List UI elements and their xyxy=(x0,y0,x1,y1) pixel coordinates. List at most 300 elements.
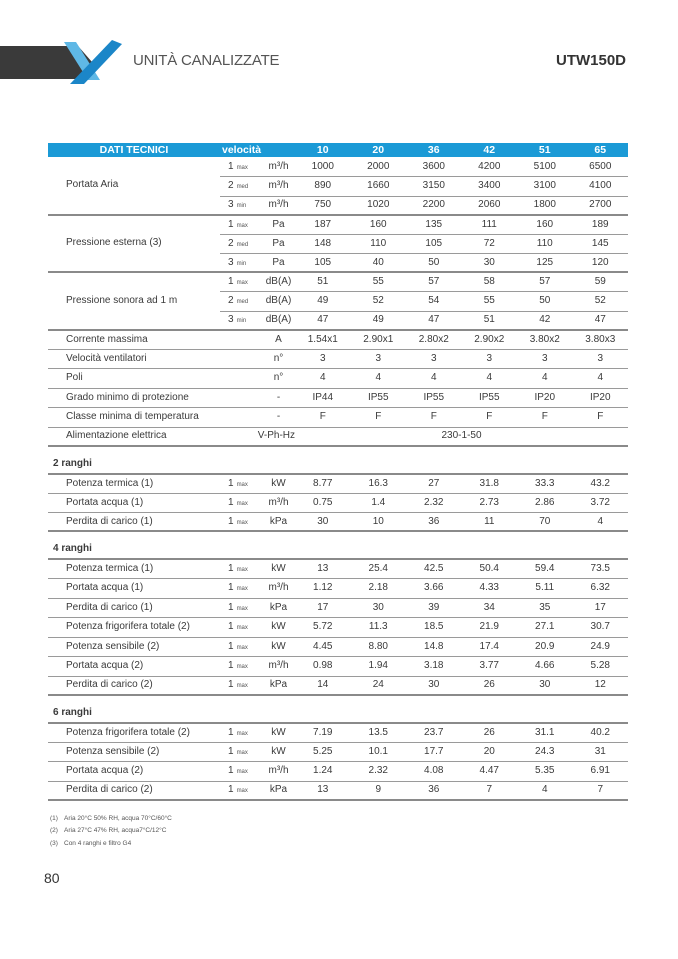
table-row xyxy=(48,513,628,532)
value-cell: 5.72 xyxy=(295,618,351,638)
row-label: Potenza sensibile (2) xyxy=(48,637,220,657)
value-cell: 4200 xyxy=(462,157,518,177)
speed-level: max xyxy=(236,164,248,171)
unit-cell: Pa xyxy=(262,215,295,235)
unit-cell: kW xyxy=(262,723,295,743)
value-cell: 27.1 xyxy=(517,618,573,638)
value-cell: 51 xyxy=(462,311,518,330)
speed-level: max xyxy=(236,280,248,286)
unit-cell: kW xyxy=(262,618,295,638)
value-cell: 17 xyxy=(573,598,629,618)
table-row xyxy=(48,157,628,177)
value-cell: 750 xyxy=(295,196,351,215)
speed-cell: 1 max xyxy=(220,762,262,782)
value-cell: 7 xyxy=(462,781,518,800)
speed-level: max xyxy=(236,730,248,737)
header-model: 65 xyxy=(573,143,629,157)
speed-cell: 2 med xyxy=(220,292,262,312)
row-label: Potenza termica (1) xyxy=(48,474,220,494)
value-cell: 7 xyxy=(573,781,629,800)
unit-cell: dB(A) xyxy=(262,272,295,292)
value-cell: 230-1-50 xyxy=(295,427,628,446)
value-cell: 9 xyxy=(351,781,407,800)
value-cell: F xyxy=(573,408,629,428)
table-row xyxy=(48,559,628,579)
unit-cell: dB(A) xyxy=(262,292,295,312)
row-label: Pressione esterna (3) xyxy=(48,215,220,273)
value-cell: 3 xyxy=(517,349,573,369)
value-cell: 21.9 xyxy=(462,618,518,638)
value-cell: 4 xyxy=(573,513,629,532)
speed-cell xyxy=(220,408,262,428)
speed-level: max xyxy=(236,500,248,507)
value-cell: 2060 xyxy=(462,196,518,215)
speed-cell: 2 med xyxy=(220,234,262,254)
footnote-number: (3) xyxy=(50,839,58,847)
value-cell: 110 xyxy=(517,234,573,254)
value-cell: 49 xyxy=(351,311,407,330)
value-cell: 110 xyxy=(351,234,407,254)
row-label: Potenza sensibile (2) xyxy=(48,742,220,762)
speed-cell: 1 max xyxy=(220,157,262,177)
value-cell: IP55 xyxy=(462,388,518,408)
value-cell: 36 xyxy=(406,781,462,800)
value-cell: 59 xyxy=(573,272,629,292)
value-cell: 50 xyxy=(406,254,462,273)
value-cell: 3.80x3 xyxy=(573,330,629,350)
unit-cell: m³/h xyxy=(262,157,295,177)
table-row xyxy=(48,723,628,743)
value-cell: 13 xyxy=(295,559,351,579)
header-model: 10 xyxy=(295,143,351,157)
speed-level: max xyxy=(236,586,248,593)
value-cell: 0.98 xyxy=(295,657,351,677)
value-cell: 57 xyxy=(517,272,573,292)
table-row xyxy=(48,369,628,389)
value-cell: 6.91 xyxy=(573,762,629,782)
value-cell: 2.73 xyxy=(462,493,518,513)
value-cell: IP20 xyxy=(517,388,573,408)
value-cell: 2000 xyxy=(351,157,407,177)
speed-cell xyxy=(220,330,262,350)
value-cell: IP20 xyxy=(573,388,629,408)
value-cell: 50 xyxy=(517,292,573,312)
footnote xyxy=(50,825,628,838)
value-cell: 52 xyxy=(573,292,629,312)
value-cell: 43.2 xyxy=(573,474,629,494)
row-label: Portata acqua (1) xyxy=(48,579,220,599)
value-cell: 1020 xyxy=(351,196,407,215)
table-row xyxy=(48,742,628,762)
row-label: Portata acqua (2) xyxy=(48,762,220,782)
footnote-text: Con 4 ranghi e filtro G4 xyxy=(64,839,132,847)
table-row xyxy=(48,349,628,369)
value-cell: 2.18 xyxy=(351,579,407,599)
value-cell: 39 xyxy=(406,598,462,618)
row-label: Potenza frigorifera totale (2) xyxy=(48,618,220,638)
unit-cell: m³/h xyxy=(262,657,295,677)
value-cell: 3.66 xyxy=(406,579,462,599)
table-row xyxy=(48,215,628,235)
value-cell: 30 xyxy=(462,254,518,273)
speed-cell: 1 max xyxy=(220,559,262,579)
unit-cell: m³/h xyxy=(262,579,295,599)
value-cell: 3 xyxy=(406,349,462,369)
value-cell: 1.94 xyxy=(351,657,407,677)
value-cell: 4 xyxy=(462,369,518,389)
value-cell: 30 xyxy=(517,676,573,695)
speed-level: max xyxy=(236,481,248,488)
row-label: Perdita di carico (1) xyxy=(48,513,220,532)
value-cell: 4.45 xyxy=(295,637,351,657)
value-cell: 1.4 xyxy=(351,493,407,513)
speed-cell: 3 min xyxy=(220,196,262,215)
speed-cell: 1 max xyxy=(220,742,262,762)
speed-cell: 1 max xyxy=(220,579,262,599)
value-cell: 40 xyxy=(351,254,407,273)
value-cell: 35 xyxy=(517,598,573,618)
value-cell: 20 xyxy=(462,742,518,762)
value-cell: 3400 xyxy=(462,177,518,197)
value-cell: 14.8 xyxy=(406,637,462,657)
speed-cell: 2 med xyxy=(220,177,262,197)
value-cell: 54 xyxy=(406,292,462,312)
unit-cell: V-Ph-Hz xyxy=(220,427,295,446)
speed-cell: 1 max xyxy=(220,781,262,800)
value-cell: 4100 xyxy=(573,177,629,197)
footnote-text: Aria 27°C 47% RH, acqua7°C/12°C xyxy=(64,827,167,834)
table-row xyxy=(48,618,628,638)
value-cell: 4 xyxy=(517,369,573,389)
value-cell: 73.5 xyxy=(573,559,629,579)
value-cell: 2.90x1 xyxy=(351,330,407,350)
row-label: Corrente massima xyxy=(48,330,220,350)
row-label: Poli xyxy=(48,369,220,389)
section-heading xyxy=(48,531,628,559)
value-cell: 47 xyxy=(573,311,629,330)
value-cell: 18.5 xyxy=(406,618,462,638)
speed-cell: 3 min xyxy=(220,254,262,273)
value-cell: 4 xyxy=(351,369,407,389)
value-cell: 27 xyxy=(406,474,462,494)
speed-cell: 1 max xyxy=(220,598,262,618)
value-cell: 47 xyxy=(295,311,351,330)
value-cell: IP55 xyxy=(351,388,407,408)
value-cell: 5100 xyxy=(517,157,573,177)
value-cell: 148 xyxy=(295,234,351,254)
speed-level: max xyxy=(236,605,248,612)
value-cell: 57 xyxy=(406,272,462,292)
value-cell: 31.8 xyxy=(462,474,518,494)
value-cell: F xyxy=(351,408,407,428)
speed-level: max xyxy=(236,222,248,229)
value-cell: 3 xyxy=(351,349,407,369)
row-label: Alimentazione elettrica xyxy=(48,427,220,446)
value-cell: 3150 xyxy=(406,177,462,197)
unit-cell: kW xyxy=(262,742,295,762)
model-name: UTW150D xyxy=(555,52,626,69)
value-cell: 3 xyxy=(573,349,629,369)
value-cell: 145 xyxy=(573,234,629,254)
value-cell: 31.1 xyxy=(517,723,573,743)
value-cell: 2200 xyxy=(406,196,462,215)
row-label: Perdita di carico (2) xyxy=(48,676,220,695)
value-cell: 3.80x2 xyxy=(517,330,573,350)
footnote-number: (2) xyxy=(50,827,58,834)
speed-cell xyxy=(220,349,262,369)
row-label: Classe minima di temperatura xyxy=(48,408,220,428)
page-content xyxy=(44,143,628,886)
brand-logo xyxy=(0,40,130,85)
value-cell: 36 xyxy=(406,513,462,532)
value-cell: 3 xyxy=(295,349,351,369)
table-row xyxy=(48,598,628,618)
value-cell: 49 xyxy=(295,292,351,312)
unit-cell: kPa xyxy=(262,781,295,800)
header-model: 36 xyxy=(406,143,462,157)
value-cell: 2.86 xyxy=(517,493,573,513)
value-cell: 14 xyxy=(295,676,351,695)
value-cell: 187 xyxy=(295,215,351,235)
speed-cell: 1 max xyxy=(220,493,262,513)
value-cell: 13.5 xyxy=(351,723,407,743)
value-cell: 3100 xyxy=(517,177,573,197)
value-cell: 3600 xyxy=(406,157,462,177)
value-cell: 55 xyxy=(351,272,407,292)
unit-cell: kW xyxy=(262,474,295,494)
speed-level: max xyxy=(236,683,248,689)
value-cell: 111 xyxy=(462,215,518,235)
value-cell: 125 xyxy=(517,254,573,273)
value-cell: 120 xyxy=(573,254,629,273)
header-speed: velocità xyxy=(220,143,295,157)
value-cell: 42.5 xyxy=(406,559,462,579)
footnote-text: Aria 20°C 50% RH, acqua 70°C/60°C xyxy=(64,814,172,822)
unit-cell: kW xyxy=(262,637,295,657)
speed-level: min xyxy=(236,203,247,209)
unit-cell: dB(A) xyxy=(262,311,295,330)
value-cell: 1660 xyxy=(351,177,407,197)
value-cell: 4 xyxy=(517,781,573,800)
value-cell: 13 xyxy=(295,781,351,800)
row-label: Perdita di carico (1) xyxy=(48,598,220,618)
speed-cell: 3 min xyxy=(220,311,262,330)
speed-cell: 1 max xyxy=(220,676,262,695)
value-cell: 189 xyxy=(573,215,629,235)
value-cell: IP55 xyxy=(406,388,462,408)
unit-cell: kPa xyxy=(262,598,295,618)
unit-cell: - xyxy=(262,408,295,428)
table-row xyxy=(48,330,628,350)
row-label: Perdita di carico (2) xyxy=(48,781,220,800)
value-cell: 33.3 xyxy=(517,474,573,494)
value-cell: 5.28 xyxy=(573,657,629,677)
value-cell: 26 xyxy=(462,676,518,695)
unit-cell: m³/h xyxy=(262,762,295,782)
speed-level: max xyxy=(236,788,248,794)
value-cell: 47 xyxy=(406,311,462,330)
unit-cell: A xyxy=(262,330,295,350)
row-label: Potenza termica (1) xyxy=(48,559,220,579)
value-cell: 51 xyxy=(295,272,351,292)
unit-cell: kW xyxy=(262,559,295,579)
unit-cell: n° xyxy=(262,369,295,389)
value-cell: 2.80x2 xyxy=(406,330,462,350)
section-title: 6 ranghi xyxy=(48,695,628,723)
value-cell: 17 xyxy=(295,598,351,618)
speed-cell: 1 max xyxy=(220,474,262,494)
value-cell: 105 xyxy=(406,234,462,254)
value-cell: 52 xyxy=(351,292,407,312)
table-row xyxy=(48,427,628,446)
value-cell: 25.4 xyxy=(351,559,407,579)
speed-level: max xyxy=(236,519,248,526)
speed-level: max xyxy=(236,769,248,776)
value-cell: 17.4 xyxy=(462,637,518,657)
value-cell: 24.3 xyxy=(517,742,573,762)
header-model: 42 xyxy=(462,143,518,157)
technical-data-table xyxy=(48,143,628,801)
value-cell: 30 xyxy=(406,676,462,695)
speed-level: min xyxy=(236,318,247,324)
table-header xyxy=(48,143,628,157)
table-row xyxy=(48,408,628,428)
value-cell: 6.32 xyxy=(573,579,629,599)
page-number: 80 xyxy=(44,870,60,886)
unit-cell: n° xyxy=(262,349,295,369)
footnote-number: (1) xyxy=(50,814,58,822)
value-cell: 8.77 xyxy=(295,474,351,494)
footnotes xyxy=(50,813,628,851)
value-cell: 3.72 xyxy=(573,493,629,513)
value-cell: 8.80 xyxy=(351,637,407,657)
table-row xyxy=(48,388,628,408)
value-cell: F xyxy=(295,408,351,428)
row-label: Potenza frigorifera totale (2) xyxy=(48,723,220,743)
value-cell: F xyxy=(406,408,462,428)
value-cell: 42 xyxy=(517,311,573,330)
unit-cell: m³/h xyxy=(262,493,295,513)
unit-cell: Pa xyxy=(262,254,295,273)
value-cell: 4.08 xyxy=(406,762,462,782)
value-cell: 10.1 xyxy=(351,742,407,762)
table-row xyxy=(48,657,628,677)
speed-level: med xyxy=(236,184,249,191)
value-cell: 160 xyxy=(351,215,407,235)
row-label: Pressione sonora ad 1 m xyxy=(48,272,220,330)
value-cell: 23.7 xyxy=(406,723,462,743)
value-cell: 4.66 xyxy=(517,657,573,677)
speed-cell: 1 max xyxy=(220,618,262,638)
table-row xyxy=(48,579,628,599)
speed-cell: 1 max xyxy=(220,637,262,657)
value-cell: 20.9 xyxy=(517,637,573,657)
value-cell: 12 xyxy=(573,676,629,695)
speed-level: max xyxy=(236,644,248,651)
speed-cell: 1 max xyxy=(220,723,262,743)
table-row xyxy=(48,637,628,657)
section-title: 2 ranghi xyxy=(48,446,628,474)
section-heading xyxy=(48,446,628,474)
value-cell: 5.35 xyxy=(517,762,573,782)
value-cell: 16.3 xyxy=(351,474,407,494)
value-cell: 2.32 xyxy=(351,762,407,782)
value-cell: 17.7 xyxy=(406,742,462,762)
table-row xyxy=(48,272,628,292)
speed-level: min xyxy=(236,260,247,267)
value-cell: 4 xyxy=(573,369,629,389)
value-cell: 24.9 xyxy=(573,637,629,657)
value-cell: 4.33 xyxy=(462,579,518,599)
value-cell: 1800 xyxy=(517,196,573,215)
value-cell: 59.4 xyxy=(517,559,573,579)
header-model: 51 xyxy=(517,143,573,157)
value-cell: 2.32 xyxy=(406,493,462,513)
speed-level: max xyxy=(236,749,248,756)
unit-cell: kPa xyxy=(262,513,295,532)
value-cell: 1.12 xyxy=(295,579,351,599)
speed-cell: 1 max xyxy=(220,657,262,677)
value-cell: 7.19 xyxy=(295,723,351,743)
speed-level: med xyxy=(236,241,249,248)
header-label: DATI TECNICI xyxy=(48,143,220,157)
row-label: Portata acqua (1) xyxy=(48,493,220,513)
value-cell: 11 xyxy=(462,513,518,532)
table-row xyxy=(48,493,628,513)
speed-cell: 1 max xyxy=(220,272,262,292)
value-cell: 1.54x1 xyxy=(295,330,351,350)
table-row xyxy=(48,781,628,800)
value-cell: IP44 xyxy=(295,388,351,408)
value-cell: 30.7 xyxy=(573,618,629,638)
value-cell: 3 xyxy=(462,349,518,369)
unit-cell: kPa xyxy=(262,676,295,695)
unit-cell: m³/h xyxy=(262,177,295,197)
value-cell: 4.47 xyxy=(462,762,518,782)
section-heading xyxy=(48,695,628,723)
value-cell: 30 xyxy=(351,598,407,618)
value-cell: 4 xyxy=(295,369,351,389)
value-cell: 70 xyxy=(517,513,573,532)
footnote xyxy=(50,813,628,826)
value-cell: 0.75 xyxy=(295,493,351,513)
value-cell: 55 xyxy=(462,292,518,312)
value-cell: 160 xyxy=(517,215,573,235)
speed-level: max xyxy=(236,625,248,632)
value-cell: 11.3 xyxy=(351,618,407,638)
speed-cell: 1 max xyxy=(220,215,262,235)
value-cell: 6500 xyxy=(573,157,629,177)
section-title: UNITÀ CANALIZZATE xyxy=(133,52,280,69)
row-label: Portata Aria xyxy=(48,157,220,215)
value-cell: 2700 xyxy=(573,196,629,215)
table-row xyxy=(48,762,628,782)
value-cell: 26 xyxy=(462,723,518,743)
speed-level: max xyxy=(236,664,248,671)
value-cell: 105 xyxy=(295,254,351,273)
footnote xyxy=(50,838,628,851)
table-row xyxy=(48,676,628,695)
value-cell: 2.90x2 xyxy=(462,330,518,350)
speed-cell xyxy=(220,388,262,408)
value-cell: 72 xyxy=(462,234,518,254)
value-cell: 5.25 xyxy=(295,742,351,762)
value-cell: 40.2 xyxy=(573,723,629,743)
section-title: 4 ranghi xyxy=(48,531,628,559)
speed-level: med xyxy=(236,299,249,306)
speed-level: max xyxy=(236,567,248,573)
value-cell: F xyxy=(517,408,573,428)
